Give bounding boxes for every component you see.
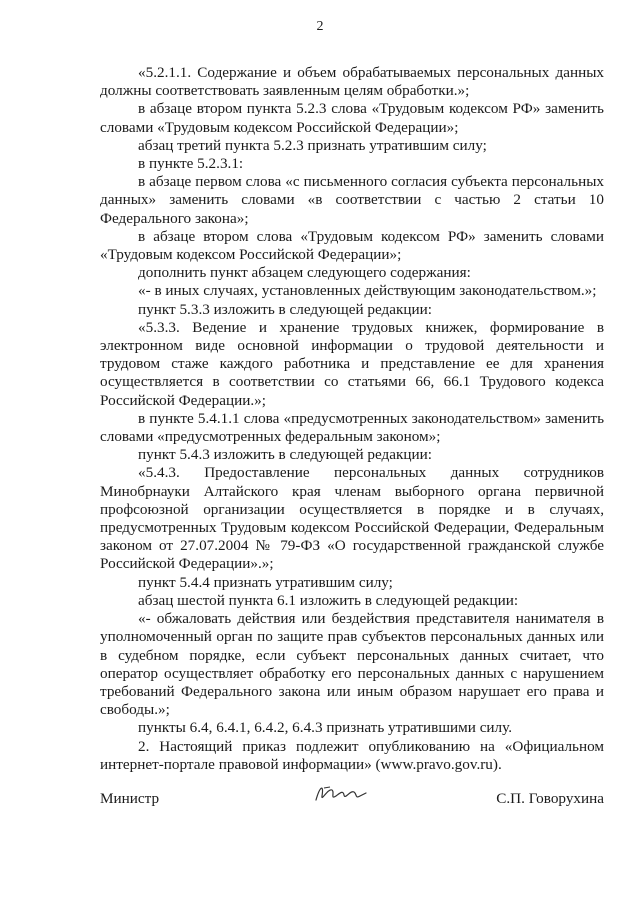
paragraph: пункт 5.3.3 изложить в следующей редакции: [138,300,432,318]
paragraph: «5.4.3. Предоставление персональных данных сотрудников Минобрнауки Алтайского края членам выборного органа первичной профсоюзной организации осуществляется в порядке и в случаях, предусмотренных Трудовым кодексом Российской Федерации, Федеральным законом от 27.07.2004 № 79-ФЗ «О государственной гражданской службе Российской Федерации».»; [100,464,604,573]
paragraph: в абзаце втором слова «Трудовым кодексом РФ» заменить словами «Трудовым кодексом Российской Федерации»; [100,227,604,264]
document-body [100,64,604,774]
handwritten-signature-icon [310,778,370,808]
paragraph: в абзаце первом слова «с письменного согласия субъекта персональных данных» заменить словами «в соответствии с частью 2 статьи 10 Федерального закона»; [100,173,604,227]
paragraph: пункт 5.4.3 изложить в следующей редакции: [138,446,432,464]
paragraph: в пункте 5.2.3.1: [138,155,244,173]
page-number: 2 [316,19,324,34]
paragraph: «- в иных случаях, установленных действующим законодательством.»; [138,282,597,300]
paragraph: абзац третий пункта 5.2.3 признать утратившим силу; [138,136,487,154]
paragraph: в абзаце втором пункта 5.2.3 слова «Трудовым кодексом РФ» заменить словами «Трудовым кодексом Российской Федерации»; [100,100,604,136]
paragraph: 2. Настоящий приказ подлежит опубликованию на «Официальном интернет-портале правовой информации» (www.pravo.gov.ru). [100,737,604,773]
paragraph: пункты 6.4, 6.4.1, 6.4.2, 6.4.3 признать утратившими силу. [138,719,513,737]
paragraph: «5.3.3. Ведение и хранение трудовых книжек, формирование в электронном виде основной информации о трудовой деятельности и трудовом стаже каждого работника и представление ее для хранения осуществляется в соответствии со статьями 66, 66.1 Трудового кодекса Российской Федерации.»; [100,318,604,409]
paragraph: пункт 5.4.4 признать утратившим силу; [138,573,393,591]
paragraph: в пункте 5.4.1.1 слова «предусмотренных законодательством» заменить словами «предусмотренных федеральным законом»; [100,409,604,446]
paragraph: «- обжаловать действия или бездействия представителя нанимателя в уполномоченный орган по защите прав субъектов персональных данных или в судебном порядке, если субъект персональных данных считает, что оператор осуществляет обработку его персональных данных с нарушением требований Федерального закона или иным образом нарушает его права и свободы.»; [100,610,604,719]
signatory-name: С.П. Говорухина [496,790,604,807]
signature-block [100,786,604,816]
paragraph: «5.2.1.1. Содержание и объем обрабатываемых персональных данных должны соответствовать заявленным целям обработки.»; [100,64,604,100]
paragraph: абзац шестой пункта 6.1 изложить в следующей редакции: [138,591,519,609]
signatory-position: Министр [100,790,160,807]
paragraph: дополнить пункт абзацем следующего содержания: [138,264,471,282]
